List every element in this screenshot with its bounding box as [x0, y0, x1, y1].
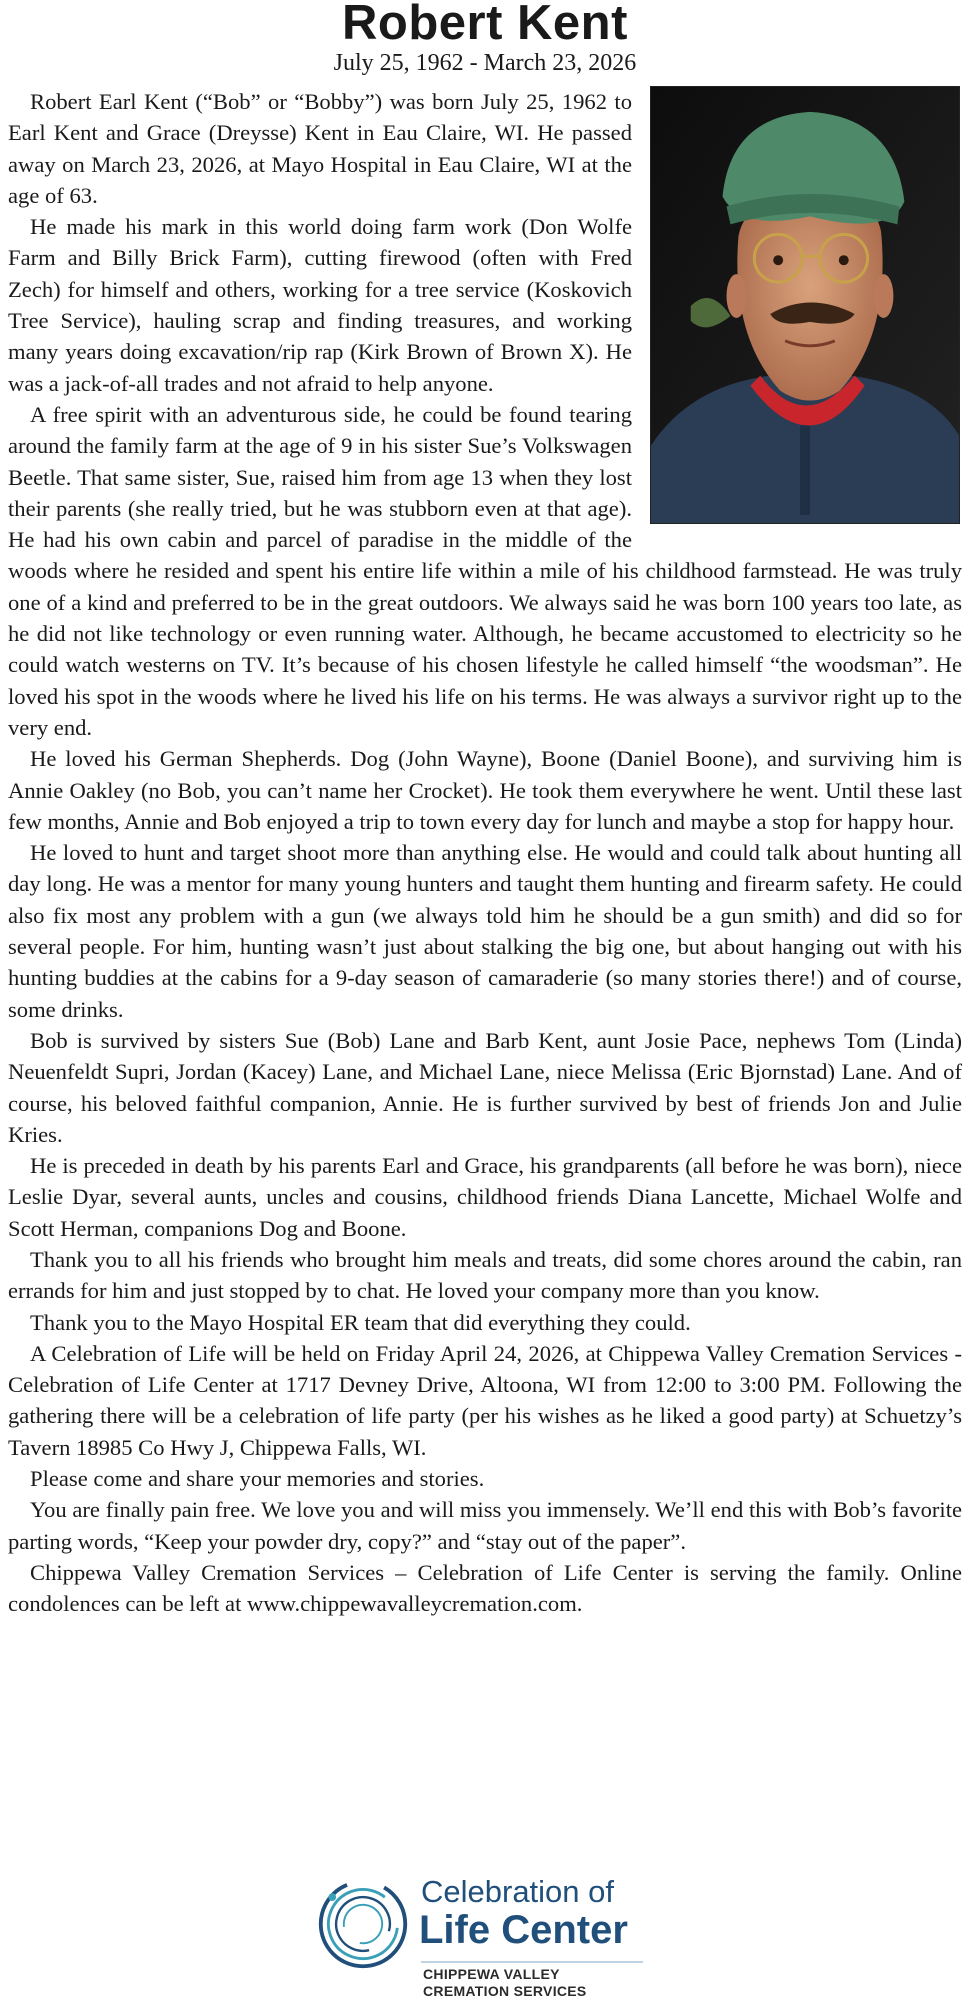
deceased-name: Robert Kent	[342, 0, 628, 50]
life-dates: July 25, 1962 - March 23, 2026	[333, 50, 637, 76]
paragraph-survivors: Bob is survived by sisters Sue (Bob) Lane and Barb Kent, aunt Josie Pace, nephews Tom (Linda) Neuenfeldt Supri, Jordan (Kacey) Lane, and Michael Lane, niece Melissa (Eric Bjornstad) Lane. And of course, his beloved faithful companion, Annie. He is further survived by best of friends Jon and Julie Kries.	[8, 1027, 962, 1147]
paragraph-work: He made his mark in this world doing farm work (Don Wolfe Farm and Billy Brick Farm), cutting firewood (often with Fred Zech) for himself and others, working for a tree service (Koskovich Tree Service), hauling scrap and finding treasures, and working many years doing excavation/rip rap (Kirk Brown of Brown X). He was a jack-of-all trades and not afraid to help anyone.	[8, 214, 632, 396]
logo-divider	[421, 1961, 643, 1963]
paragraph-thanks-hospital: Thank you to the Mayo Hospital ER team that did everything they could.	[30, 1309, 691, 1335]
celebration-of-life-logo	[315, 1868, 675, 1998]
paragraph-memories: Please come and share your memories and stories.	[30, 1466, 485, 1492]
swirl-circle-icon	[315, 1876, 411, 1972]
paragraph-thanks-friends: Thank you to all his friends who brought him meals and treats, did some chores around the cabin, ran errands for him and just stopped by to chat. He loved your company more than you know.	[8, 1246, 962, 1304]
portrait-icon	[651, 87, 959, 523]
paragraph-hunting: He loved to hunt and target shoot more than anything else. He would and could talk about hunting all day long. He was a mentor for many young hunters and taught them hunting and firearm safety. He could also fix most any problem with a gun (we always told him he should be a gun smith) and did so for several people. For him, hunting wasn’t just about stalking the big one, but about hanging out with his hunting buddies at the cabins for a 9-day season of camaraderie (so many stories there!) and of course, some drinks.	[8, 840, 962, 1022]
paragraph-celebration: A Celebration of Life will be held on Friday April 24, 2026, at Chippewa Valley Cremation Services - Celebration of Life Center at 1717 Devney Drive, Altoona, WI from 12:00 to 3:00 PM. Following the gathering there will be a celebration of life party (per his wishes as he liked a good party) at Schuetzy’s Tavern 18985 Co Hwy J, Chippewa Falls, WI.	[8, 1340, 962, 1460]
logo-line-2: Life Center	[419, 1908, 628, 1952]
paragraph-birth: Robert Earl Kent (“Bob” or “Bobby”) was born July 25, 1962 to Earl Kent and Grace (Dreysse) Kent in Eau Claire, WI. He passed away on March 23, 2026, at Mayo Hospital in Eau Claire, WI at the age of 63.	[8, 89, 632, 208]
paragraph-preceded: He is preceded in death by his parents Earl and Grace, his grandparents (all before he was born), niece Leslie Dyar, several aunts, uncles and cousins, childhood friends Diana Lancette, Michael Wolfe and Scott Herman, companions Dog and Boone.	[8, 1153, 962, 1241]
paragraph-spirit: A free spirit with an adventurous side, he could be found tearing around the family farm at the age of 9 in his sister Sue’s Volkswagen Beetle. That same sister, Sue, raised him from age 13 when they lost their parents (she really tried, but he was stubborn even at that age). He had his own cabin and parcel of paradise in the middle of the woods where he resided and spent his entire life within a mile of his childhood farmstead. He was truly one of a kind and preferred to be in the great outdoors. We always said he was born 100 years too late, as he did not like technology or even running water. Although, he became accustomed to electricity so he could watch westerns on TV. It’s because of his chosen lifestyle he called himself “the woodsman”. He loved his spot in the woods where he lived his life on his terms. He was always a survivor right up to the very end.	[8, 401, 962, 740]
paragraph-dogs: He loved his German Shepherds. Dog (John Wayne), Boone (Daniel Boone), and surviving him is Annie Oakley (no Bob, you can’t name her Crocket). He took them everywhere he went. Until these last few months, Annie and Bob enjoyed a trip to town every day for lunch and maybe a stop for happy hour.	[8, 746, 962, 834]
logo-subtitle-2: CREMATION SERVICES	[423, 1983, 587, 1999]
obituary-body	[8, 86, 962, 1620]
logo-line-1: Celebration of	[421, 1874, 615, 1909]
paragraph-farewell: You are finally pain free. We love you and will miss you immensely. We’ll end this with Bob’s favorite parting words, “Keep your powder dry, copy?” and “stay out of the paper”.	[8, 1497, 962, 1554]
paragraph-condolences: Chippewa Valley Cremation Services – Celebration of Life Center is serving the family. Online condolences can be left at www.chippewavalleycremation.com.	[8, 1559, 962, 1617]
portrait-photo	[650, 86, 960, 524]
logo-subtitle-1: CHIPPEWA VALLEY	[423, 1966, 560, 1982]
logo-subtitle	[423, 1966, 587, 2000]
